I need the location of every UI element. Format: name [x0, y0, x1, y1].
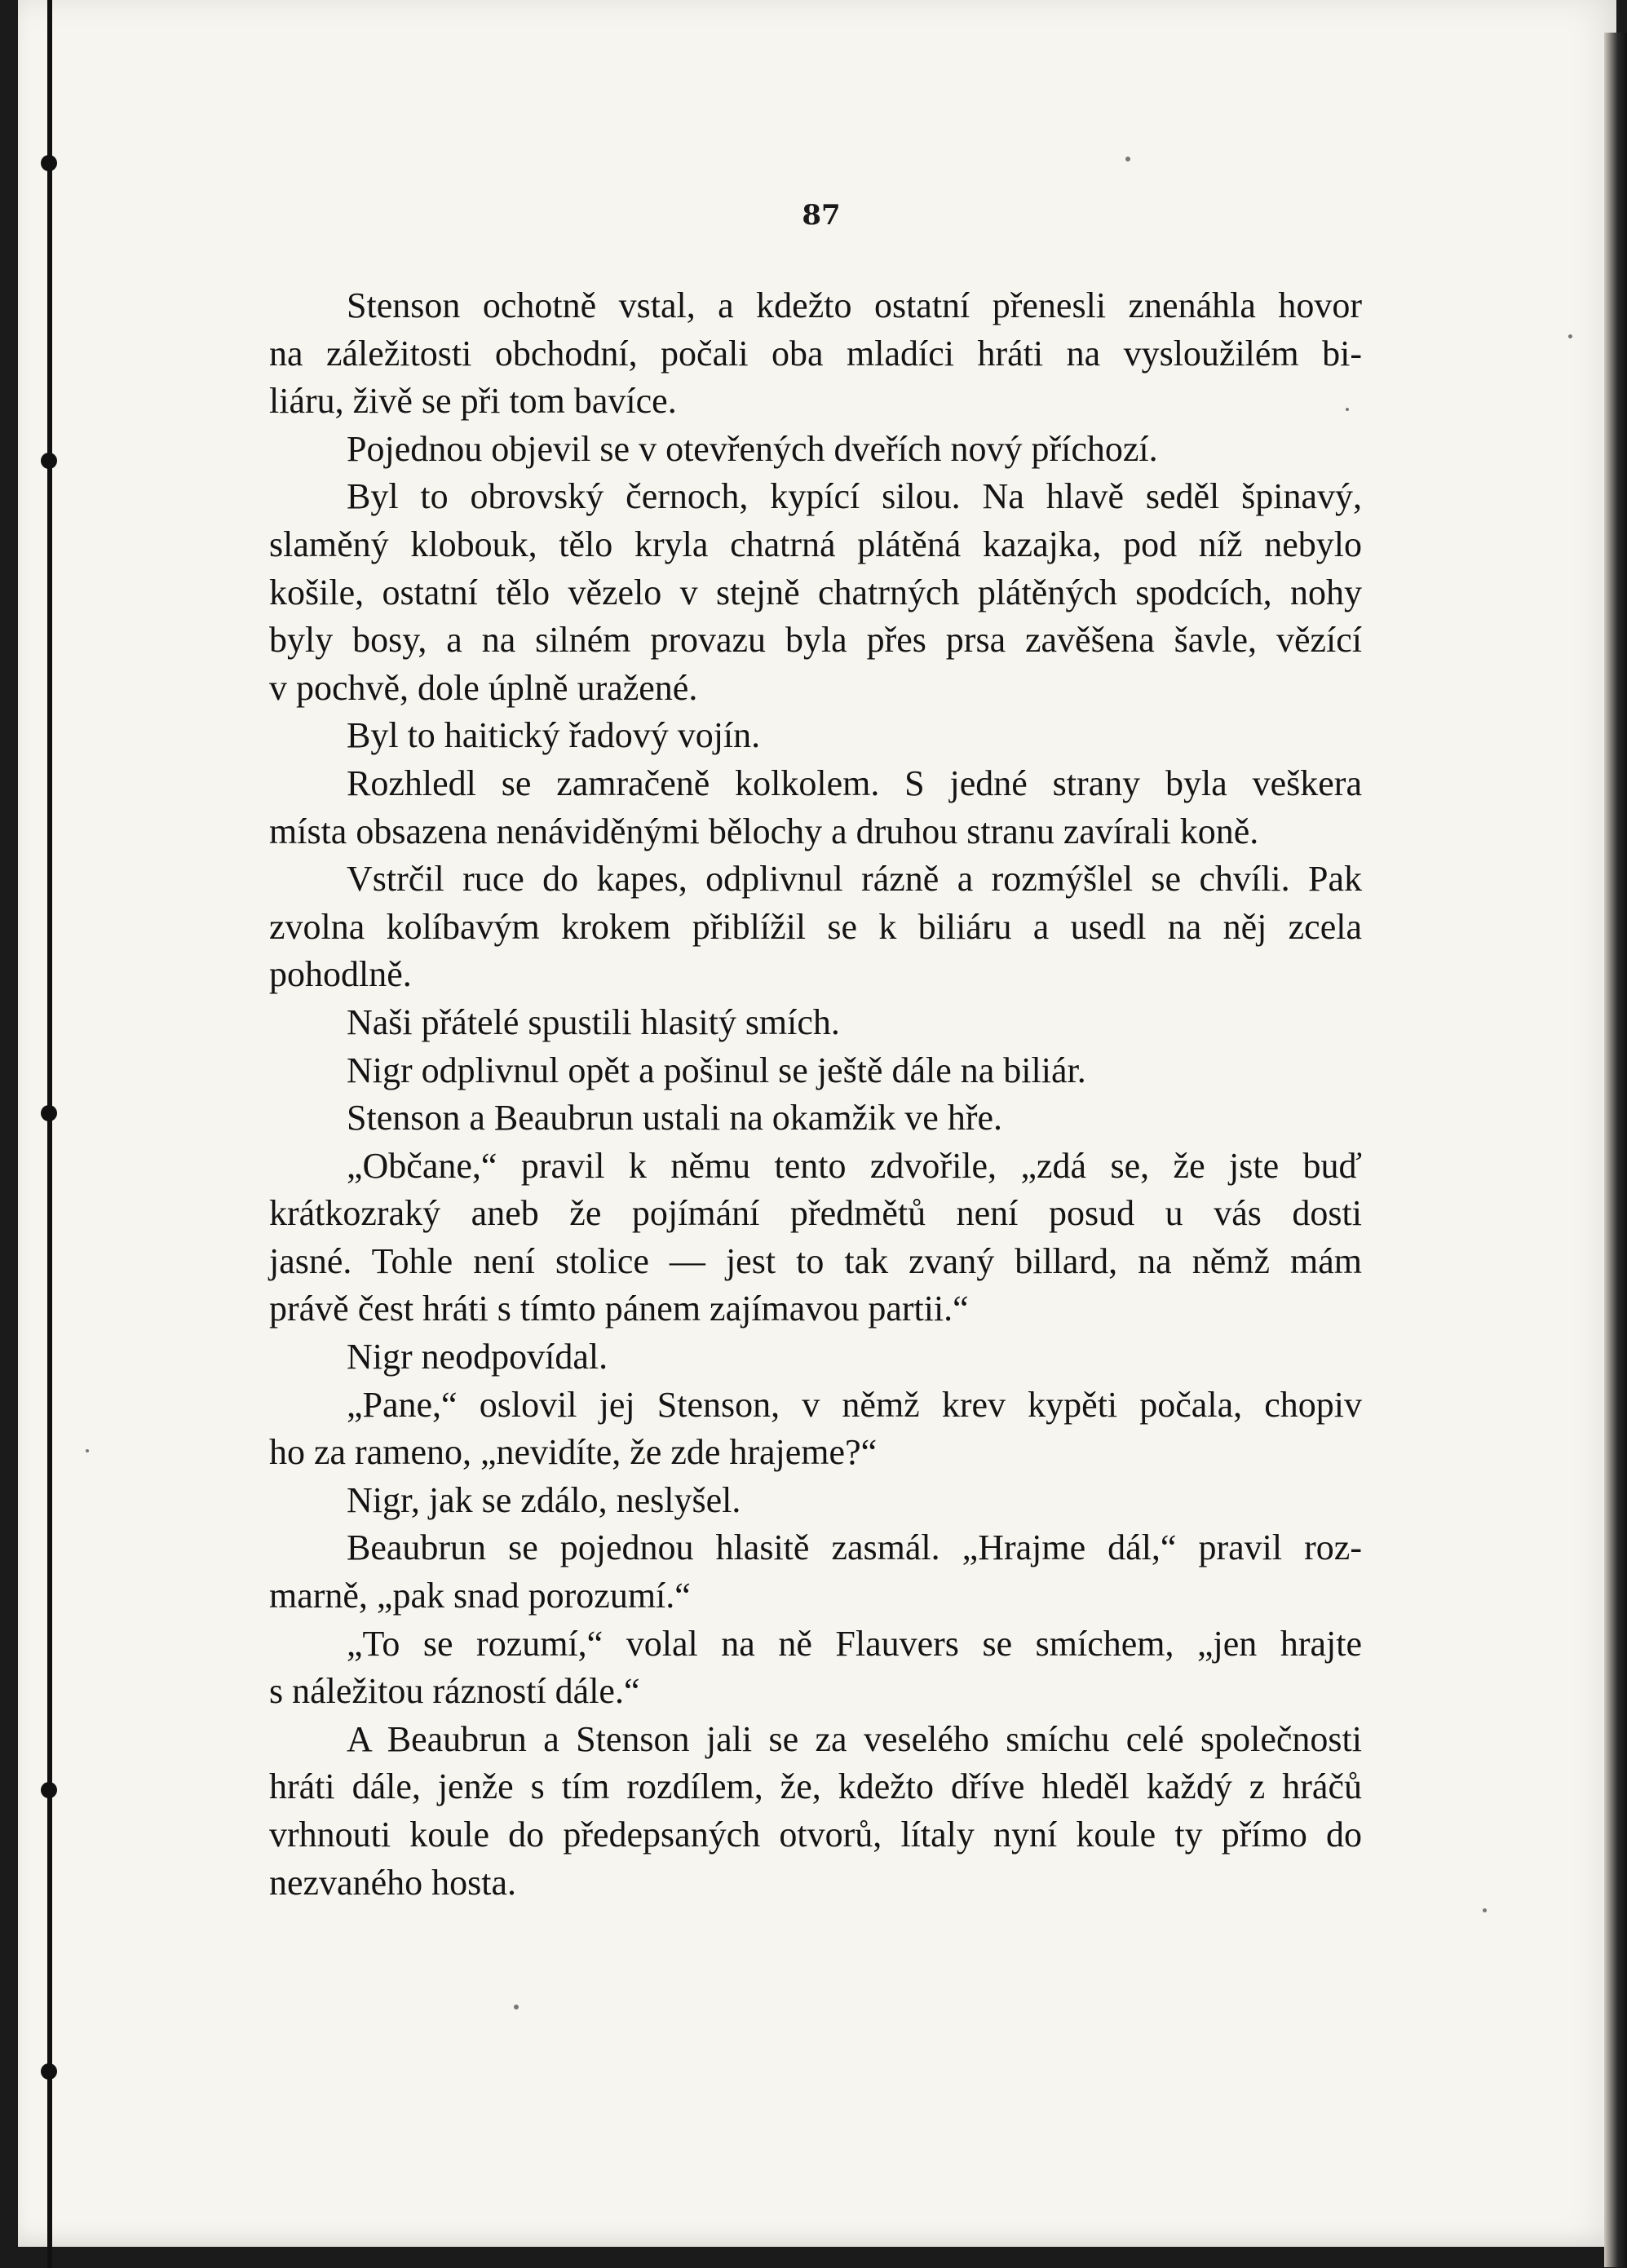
text-line: „Pane,“ oslovil jej Stenson, v němž krev kypěti počala, chopiv — [347, 1384, 1362, 1425]
text-line: místa obsazena nenáviděnými bělochy a druhou stranu zavírali koně. — [269, 811, 1259, 851]
body-text — [269, 282, 1362, 1907]
binding-mark — [41, 1782, 57, 1798]
text-line: liáru, živě se při tom bavíce. — [269, 381, 677, 422]
binding-mark — [41, 453, 57, 469]
text-line: zvolna kolíbavým krokem přiblížil se k biliáru a usedl na něj zcela — [269, 906, 1362, 947]
paper-speck — [1346, 408, 1349, 411]
text-line: právě čest hráti s tímto pánem zajímavou partii.“ — [269, 1289, 969, 1329]
text-line: s náležitou rázností dále.“ — [269, 1671, 640, 1712]
text-line: na záležitosti obchodní, počali oba mladíci hráti na vysloužilém bi- — [269, 333, 1362, 374]
text-line: Pojednou objevil se v otevřených dveřích nový příchozí. — [347, 428, 1158, 469]
paper-speck — [1483, 1908, 1487, 1912]
binding-mark — [41, 155, 57, 171]
page-number: 87 — [802, 199, 841, 232]
text-line: „To se rozumí,“ volal na ně Flauvers se smíchem, „jen hrajte — [347, 1623, 1362, 1664]
text-line: krátkozraký aneb že pojímání předmětů není posud u vás dosti — [269, 1193, 1362, 1234]
paper-speck — [1125, 157, 1130, 161]
text-line: Byl to haitický řadový vojín. — [347, 715, 761, 756]
text-line: byly bosy, a na silném provazu byla přes prsa zavěšena šavle, vězící — [269, 620, 1362, 661]
text-line: Naši přátelé spustili hlasitý smích. — [347, 1001, 840, 1042]
binding-mark — [41, 1105, 57, 1121]
paper-speck — [1568, 334, 1572, 338]
text-line: nezvaného hosta. — [269, 1862, 516, 1903]
text-line: pohodlně. — [269, 954, 412, 995]
text-line: Rozhledl se zamračeně kolkolem. S jedné strany byla veškera — [347, 763, 1362, 803]
text-line: košile, ostatní tělo vězelo v stejně chatrných plátěných spodcích, nohy — [269, 572, 1362, 612]
binding-mark — [41, 2063, 57, 2080]
text-line: ho za rameno, „nevidíte, že zde hrajeme?“ — [269, 1432, 878, 1473]
paper-speck — [86, 1449, 89, 1452]
text-line: Byl to obrovský černoch, kypící silou. Na hlavě seděl špinavý, — [347, 476, 1362, 517]
text-line: Nigr neodpovídal. — [347, 1337, 608, 1377]
text-line: slaměný klobouk, tělo kryla chatrná plátěná kazajka, pod níž nebylo — [269, 524, 1362, 564]
text-line: „Občane,“ pravil k němu tento zdvořile, „zdá se, že jste buď — [347, 1145, 1362, 1186]
binding-edge — [47, 0, 52, 2268]
text-line: marně, „pak snad porozumí.“ — [269, 1576, 691, 1616]
text-line: Stenson ochotně vstal, a kdežto ostatní přenesli znenáhla hovor — [347, 285, 1362, 325]
text-line: A Beaubrun a Stenson jali se za veselého smíchu celé společnosti — [347, 1718, 1362, 1759]
text-line: Stenson a Beaubrun ustali na okamžik ve hře. — [347, 1098, 1003, 1138]
paper-sheet — [18, 0, 1616, 2247]
page-edge-shadow — [1604, 33, 1627, 2267]
text-line: hráti dále, jenže s tím rozdílem, že, kdežto dříve hleděl každý z hráčů — [269, 1766, 1362, 1807]
text-line: Vstrčil ruce do kapes, odplivnul rázně a rozmýšlel se chvíli. Pak — [347, 859, 1362, 900]
text-line: v pochvě, dole úplně uražené. — [269, 667, 698, 708]
text-line: vrhnouti koule do předepsaných otvorů, lítaly nyní koule ty přímo do — [269, 1815, 1362, 1855]
text-line: jasné. Tohle není stolice — jest to tak zvaný billard, na němž mám — [269, 1240, 1362, 1281]
text-line: Nigr odplivnul opět a pošinul se ještě dále na biliár. — [347, 1050, 1086, 1090]
paper-speck — [514, 2005, 519, 2009]
text-line: Nigr, jak se zdálo, neslyšel. — [347, 1479, 741, 1520]
text-line: Beaubrun se pojednou hlasitě zasmál. „Hrajme dál,“ pravil roz- — [347, 1527, 1362, 1568]
